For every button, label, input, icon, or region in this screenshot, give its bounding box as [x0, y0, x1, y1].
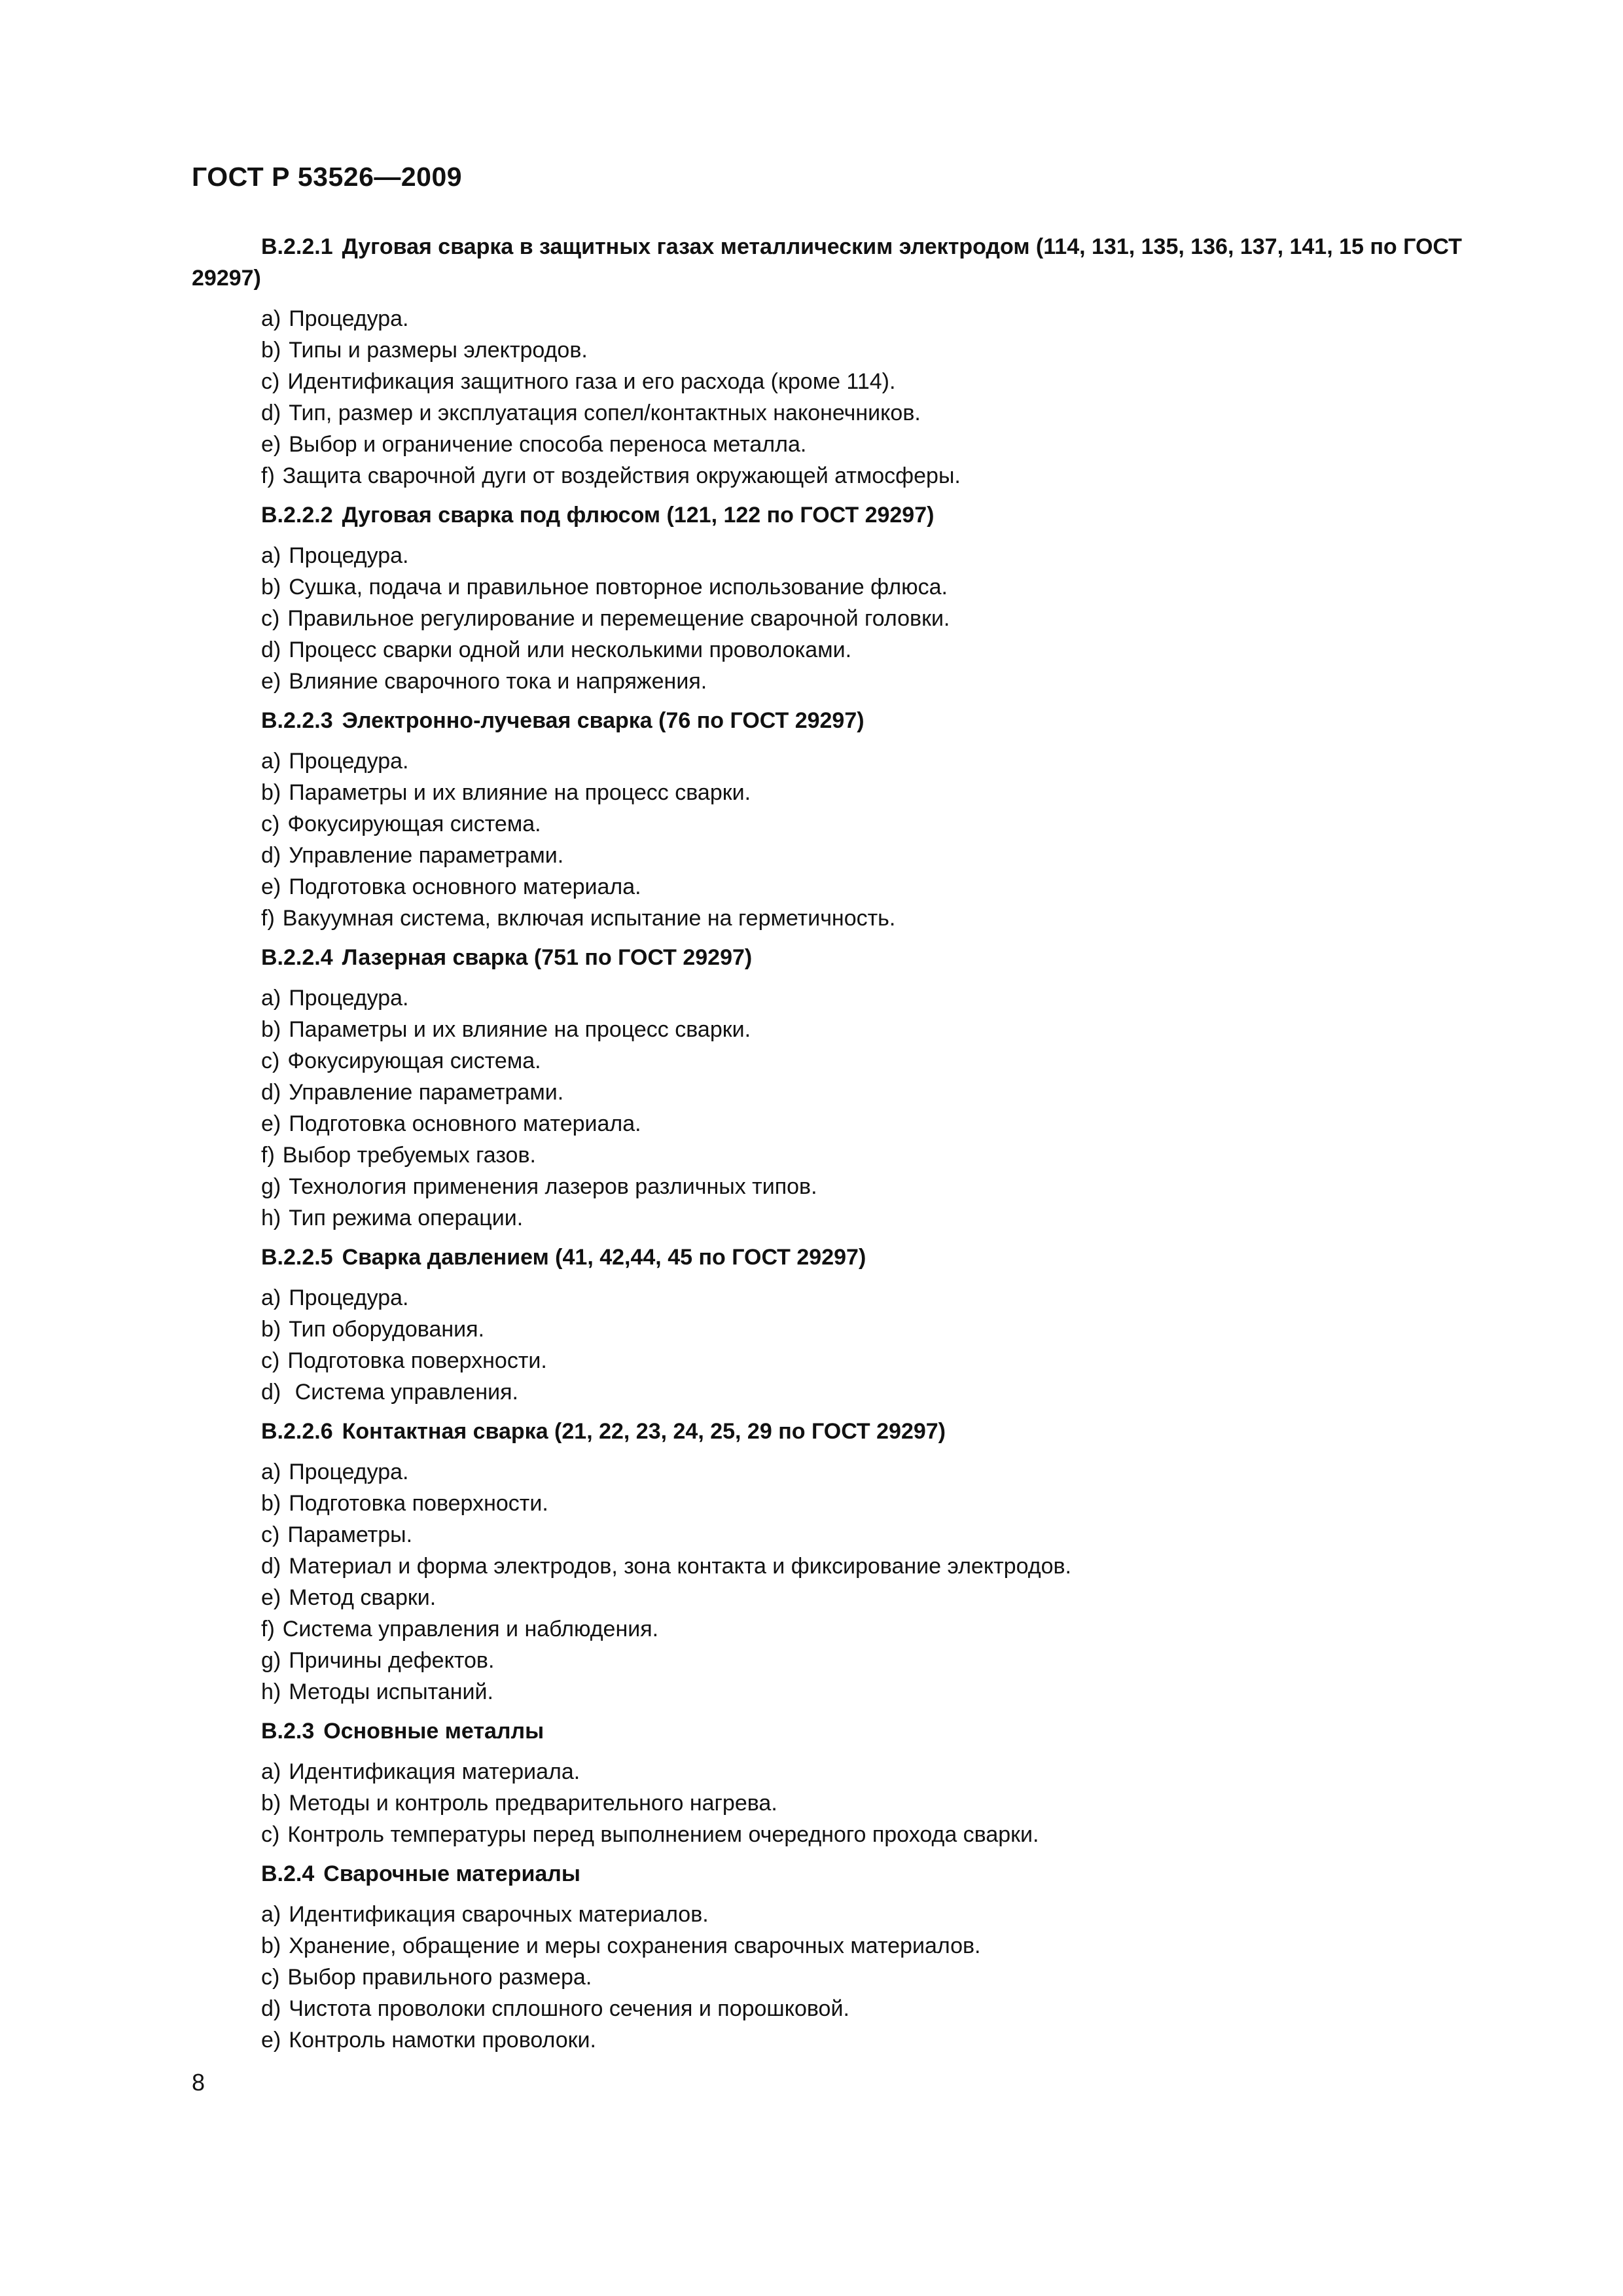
section	[192, 499, 1507, 697]
list-item-text: Подготовка основного материала.	[289, 874, 641, 899]
list-item	[192, 1282, 1507, 1314]
list-item	[192, 571, 1507, 603]
list-item-marker: f)	[261, 1143, 275, 1168]
list-item-marker: f)	[261, 906, 275, 931]
section-title: Дуговая сварка в защитных газах металлическим электродом (114, 131, 135, 136, 137, 141, 15 по ГОСТ 29297)	[192, 234, 1462, 291]
list-item	[192, 1962, 1507, 1993]
section-number: В.2.2.2	[261, 503, 333, 528]
list-item-marker: d)	[261, 401, 281, 425]
list-item-marker: c)	[261, 1822, 280, 1847]
list-item	[192, 808, 1507, 840]
list-item	[192, 1582, 1507, 1613]
section-number: В.2.4	[261, 1861, 315, 1886]
list-item	[192, 1613, 1507, 1645]
list-item-text: Выбор и ограничение способа переноса металла.	[289, 432, 807, 457]
list-item-text: Причины дефектов.	[289, 1648, 495, 1673]
item-list	[192, 1756, 1507, 1850]
list-item-marker: d)	[261, 637, 281, 662]
list-item	[192, 1787, 1507, 1819]
item-list	[192, 1282, 1507, 1408]
section	[192, 231, 1507, 492]
list-item	[192, 903, 1507, 934]
list-item-text: Защита сварочной дуги от воздействия окружающей атмосферы.	[282, 463, 961, 488]
list-item	[192, 666, 1507, 697]
list-item-marker: e)	[261, 669, 281, 694]
list-item-text: Идентификация сварочных материалов.	[289, 1902, 709, 1927]
list-item-marker: d)	[261, 1554, 281, 1579]
list-item	[192, 1108, 1507, 1139]
list-item-text: Управление параметрами.	[289, 843, 564, 868]
section-number: В.2.2.1	[261, 234, 333, 259]
list-item	[192, 1488, 1507, 1519]
list-item-marker: b)	[261, 1491, 281, 1516]
list-item	[192, 1519, 1507, 1551]
list-item	[192, 1314, 1507, 1345]
list-item-text: Процедура.	[289, 543, 409, 568]
list-item-marker: b)	[261, 338, 281, 363]
list-item-marker: b)	[261, 1017, 281, 1042]
list-item-text: Контроль температуры перед выполнением очередного прохода сварки.	[287, 1822, 1039, 1847]
list-item	[192, 634, 1507, 666]
section-title: Контактная сварка (21, 22, 23, 24, 25, 29 по ГОСТ 29297)	[342, 1419, 946, 1444]
list-item-text: Управление параметрами.	[289, 1080, 564, 1105]
list-item	[192, 1756, 1507, 1787]
list-item-text: Сушка, подача и правильное повторное использование флюса.	[289, 575, 948, 600]
list-item-marker: b)	[261, 1933, 281, 1958]
list-item	[192, 1899, 1507, 1930]
list-item-text: Технология применения лазеров различных типов.	[289, 1174, 817, 1199]
list-item-marker: b)	[261, 1317, 281, 1342]
list-item-text: Процесс сварки одной или несколькими проволоками.	[289, 637, 852, 662]
section-heading	[192, 1416, 1507, 1447]
list-item-text: Параметры и их влияние на процесс сварки.	[289, 1017, 751, 1042]
section	[192, 705, 1507, 934]
list-item-text: Подготовка поверхности.	[289, 1491, 548, 1516]
list-item-marker: g)	[261, 1174, 281, 1199]
list-item	[192, 1930, 1507, 1962]
section-title: Лазерная сварка (751 по ГОСТ 29297)	[342, 945, 753, 970]
list-item-marker: c)	[261, 1522, 280, 1547]
list-item-marker: a)	[261, 1759, 281, 1784]
section-number: В.2.2.3	[261, 708, 333, 733]
section-title: Сварка давлением (41, 42,44, 45 по ГОСТ 29297)	[342, 1245, 866, 1270]
document-header: ГОСТ Р 53526—2009	[192, 162, 463, 192]
list-item	[192, 1551, 1507, 1582]
list-item-text: Фокусирующая система.	[287, 812, 541, 836]
section	[192, 942, 1507, 1234]
list-item	[192, 603, 1507, 634]
list-item	[192, 1202, 1507, 1234]
list-item-text: Тип оборудования.	[289, 1317, 485, 1342]
list-item	[192, 1139, 1507, 1171]
list-item	[192, 1456, 1507, 1488]
list-item-marker: d)	[261, 1380, 281, 1405]
list-item	[192, 1077, 1507, 1108]
list-item-text: Система управления.	[289, 1380, 518, 1405]
section-heading	[192, 1715, 1507, 1747]
list-item-text: Система управления и наблюдения.	[282, 1617, 659, 1641]
list-item	[192, 2024, 1507, 2056]
list-item-text: Метод сварки.	[289, 1585, 437, 1610]
list-item-marker: a)	[261, 1460, 281, 1484]
list-item-text: Процедура.	[289, 1285, 409, 1310]
list-item-text: Процедура.	[289, 306, 409, 331]
item-list	[192, 982, 1507, 1234]
list-item-text: Выбор правильного размера.	[287, 1965, 592, 1990]
list-item-marker: c)	[261, 812, 280, 836]
list-item-text: Материал и форма электродов, зона контакта и фиксирование электродов.	[289, 1554, 1071, 1579]
list-item-text: Вакуумная система, включая испытание на герметичность.	[282, 906, 896, 931]
item-list	[192, 540, 1507, 697]
list-item-marker: c)	[261, 606, 280, 631]
list-item-marker: d)	[261, 1996, 281, 2021]
list-item-marker: h)	[261, 1206, 281, 1230]
list-item-marker: g)	[261, 1648, 281, 1673]
list-item-marker: f)	[261, 1617, 275, 1641]
list-item	[192, 982, 1507, 1014]
list-item-text: Параметры.	[287, 1522, 413, 1547]
list-item	[192, 1676, 1507, 1708]
list-item-text: Правильное регулирование и перемещение сварочной головки.	[287, 606, 950, 631]
list-item-text: Тип режима операции.	[289, 1206, 524, 1230]
list-item-marker: e)	[261, 2028, 281, 2053]
list-item	[192, 540, 1507, 571]
list-item	[192, 1171, 1507, 1202]
list-item-text: Подготовка основного материала.	[289, 1111, 641, 1136]
list-item-text: Влияние сварочного тока и напряжения.	[289, 669, 707, 694]
section-heading	[192, 231, 1507, 294]
section	[192, 1416, 1507, 1708]
list-item-marker: a)	[261, 543, 281, 568]
list-item	[192, 1993, 1507, 2024]
list-item	[192, 303, 1507, 334]
list-item	[192, 334, 1507, 366]
list-item-text: Фокусирующая система.	[287, 1049, 541, 1073]
item-list	[192, 1899, 1507, 2056]
section	[192, 1858, 1507, 2056]
section	[192, 1715, 1507, 1850]
list-item-marker: a)	[261, 1285, 281, 1310]
list-item	[192, 1345, 1507, 1376]
section-title: Дуговая сварка под флюсом (121, 122 по ГОСТ 29297)	[342, 503, 935, 528]
list-item-marker: b)	[261, 1791, 281, 1816]
list-item-marker: a)	[261, 749, 281, 774]
list-item-marker: c)	[261, 369, 280, 394]
section-heading	[192, 705, 1507, 736]
list-item-marker: h)	[261, 1679, 281, 1704]
item-list	[192, 1456, 1507, 1708]
list-item	[192, 1645, 1507, 1676]
list-item-text: Процедура.	[289, 986, 409, 1011]
list-item	[192, 1014, 1507, 1045]
page-number: 8	[192, 2069, 205, 2096]
list-item-text: Идентификация материала.	[289, 1759, 580, 1784]
list-item	[192, 429, 1507, 460]
list-item-text: Тип, размер и эксплуатация сопел/контактных наконечников.	[289, 401, 921, 425]
list-item	[192, 397, 1507, 429]
section-heading	[192, 1858, 1507, 1890]
list-item	[192, 366, 1507, 397]
list-item-text: Типы и размеры электродов.	[289, 338, 588, 363]
item-list	[192, 745, 1507, 934]
list-item-marker: b)	[261, 780, 281, 805]
list-item-marker: e)	[261, 432, 281, 457]
list-item-text: Идентификация защитного газа и его расхода (кроме 114).	[287, 369, 896, 394]
list-item-marker: b)	[261, 575, 281, 600]
section-heading	[192, 499, 1507, 531]
section	[192, 1242, 1507, 1408]
section-heading	[192, 1242, 1507, 1273]
section-number: В.2.2.4	[261, 945, 333, 970]
list-item	[192, 871, 1507, 903]
list-item	[192, 840, 1507, 871]
list-item-marker: e)	[261, 1585, 281, 1610]
list-item-marker: a)	[261, 1902, 281, 1927]
list-item-marker: f)	[261, 463, 275, 488]
section-title: Основные металлы	[323, 1719, 544, 1744]
list-item-marker: d)	[261, 1080, 281, 1105]
section-number: В.2.2.6	[261, 1419, 333, 1444]
section-heading	[192, 942, 1507, 973]
list-item-marker: a)	[261, 306, 281, 331]
list-item	[192, 745, 1507, 777]
list-item-marker: a)	[261, 986, 281, 1011]
list-item-text: Методы и контроль предварительного нагрева.	[289, 1791, 777, 1816]
list-item-marker: d)	[261, 843, 281, 868]
section-title: Сварочные материалы	[323, 1861, 580, 1886]
list-item-text: Параметры и их влияние на процесс сварки.	[289, 780, 751, 805]
list-item-text: Методы испытаний.	[289, 1679, 493, 1704]
list-item	[192, 1376, 1507, 1408]
section-number: В.2.3	[261, 1719, 315, 1744]
section-title: Электронно-лучевая сварка (76 по ГОСТ 29297)	[342, 708, 865, 733]
list-item-marker: e)	[261, 1111, 281, 1136]
list-item	[192, 1045, 1507, 1077]
list-item-text: Подготовка поверхности.	[287, 1348, 547, 1373]
list-item-text: Процедура.	[289, 749, 409, 774]
section-number: В.2.2.5	[261, 1245, 333, 1270]
list-item-marker: c)	[261, 1049, 280, 1073]
list-item-marker: c)	[261, 1965, 280, 1990]
item-list	[192, 303, 1507, 492]
list-item	[192, 777, 1507, 808]
list-item-marker: c)	[261, 1348, 280, 1373]
list-item-text: Чистота проволоки сплошного сечения и порошковой.	[289, 1996, 849, 2021]
list-item-text: Контроль намотки проволоки.	[289, 2028, 596, 2053]
list-item-text: Хранение, обращение и меры сохранения сварочных материалов.	[289, 1933, 981, 1958]
list-item-marker: e)	[261, 874, 281, 899]
list-item-text: Выбор требуемых газов.	[282, 1143, 536, 1168]
list-item	[192, 1819, 1507, 1850]
document-body	[192, 231, 1507, 2064]
list-item-text: Процедура.	[289, 1460, 409, 1484]
list-item	[192, 460, 1507, 492]
